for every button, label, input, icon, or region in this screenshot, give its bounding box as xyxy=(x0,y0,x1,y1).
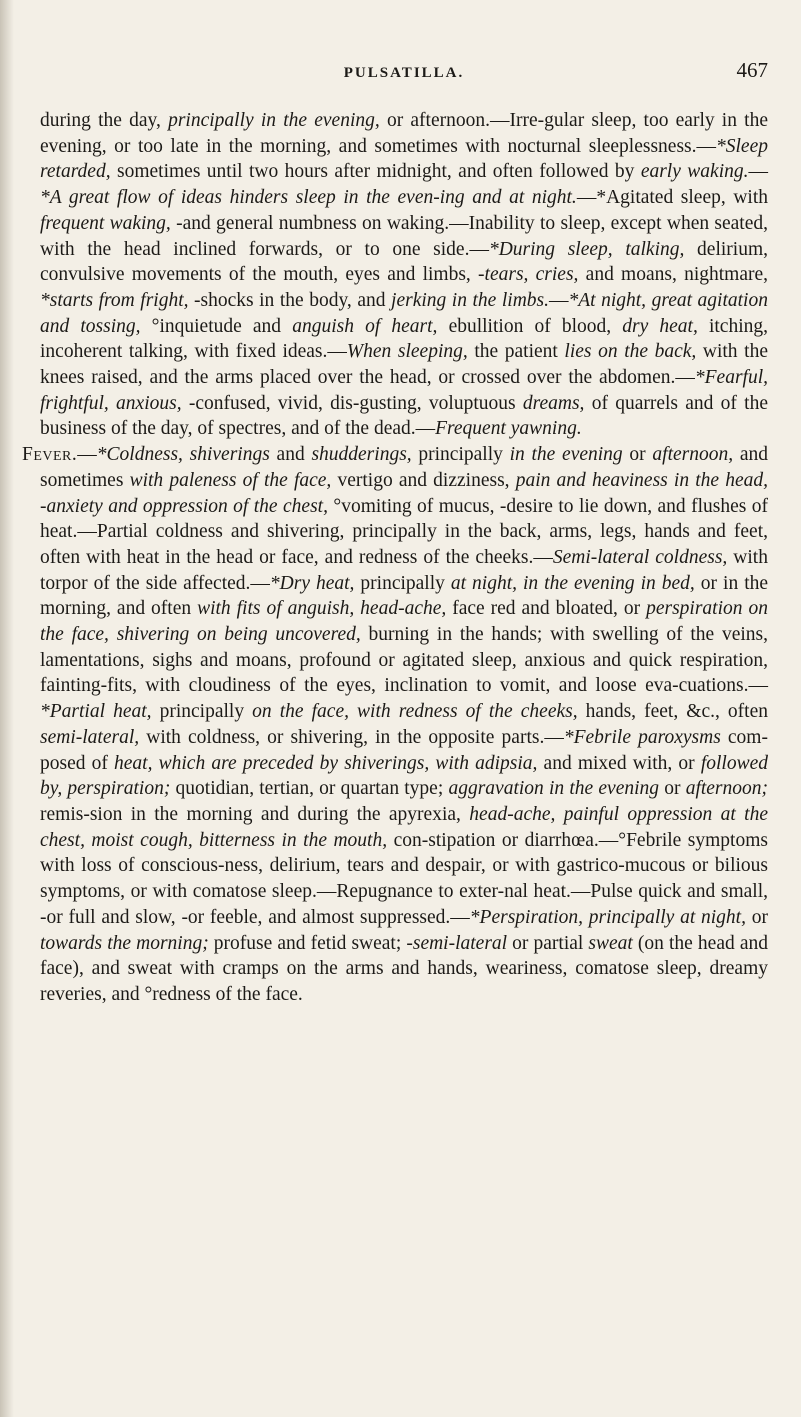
text-run: itching, incoherent talking, with fixed ideas.— xyxy=(40,315,768,363)
text-run: or partial xyxy=(507,932,589,954)
text-run: and mixed with, or xyxy=(537,752,701,774)
italic-run: with paleness of the face, xyxy=(129,469,332,491)
section-heading: Fever. xyxy=(22,444,78,466)
book-page xyxy=(22,58,769,1008)
text-run: with the knees raised, and the arms placed over the head, or crossed over the abdomen.— xyxy=(40,341,768,389)
italic-run: in the evening in bed, xyxy=(523,572,695,594)
italic-run: at night, xyxy=(450,572,518,594)
italic-run: heat, which are preceded by shiverings, with adipsia, xyxy=(114,752,538,774)
italic-run: principally in the evening, xyxy=(168,110,380,131)
text-run: the patient xyxy=(467,341,565,363)
text-run: principally xyxy=(151,701,253,723)
italic-run: ‑tears, cries, xyxy=(478,264,579,286)
text-run: during the day, xyxy=(40,110,169,131)
page-number: 467 xyxy=(736,58,768,82)
running-head xyxy=(40,58,768,88)
italic-run: Frequent yawning. xyxy=(435,418,582,440)
italic-run: *During sleep, talking, xyxy=(488,238,685,260)
italic-run: ‑semi-lateral xyxy=(406,932,508,954)
text-run: hands, feet, &c., often xyxy=(577,701,768,723)
italic-run: *Partial heat, xyxy=(40,701,152,723)
text-run: or xyxy=(659,778,686,800)
italic-run: anguish of heart, xyxy=(292,315,438,337)
italic-run: perspiration on the face, shivering on being uncovered, xyxy=(40,598,768,646)
text-run: vertigo and dizziness, xyxy=(331,469,516,491)
text-run: face red and bloated, or xyxy=(446,598,647,620)
text-run: or xyxy=(745,906,768,928)
text-run: ‑and general numbness on waking.—Inability to sleep, except when seated, with the head inclined forwards, or to one side.— xyxy=(40,212,769,260)
italic-run: dreams, xyxy=(522,392,585,414)
text-run: — xyxy=(748,161,768,183)
italic-run: semi-lateral, xyxy=(40,726,140,748)
text-run: or afternoon.—Irre-gular sleep, too early in the evening, or too late in the morning, and sometimes with nocturnal sleeplessness.— xyxy=(40,110,768,157)
italic-run: afternoon; xyxy=(685,778,769,800)
italic-run: Semi-lateral coldness, xyxy=(552,546,728,568)
italic-run: lies on the back, xyxy=(564,341,697,363)
text-run: ebullition of blood, xyxy=(437,315,623,337)
text-run: or in the morning, and often xyxy=(40,572,769,620)
text-run: delirium, convulsive movements of the mouth, eyes and limbs, xyxy=(40,238,768,286)
text-run: com-posed of xyxy=(40,726,768,774)
text-run: and xyxy=(269,444,312,466)
text-run: with torpor of the side affected.— xyxy=(40,546,768,594)
text-run: con-stipation or diarrhœa.—°Febrile symptoms with loss of conscious-ness, delirium, tears and despair, or with gastrico-mucous or bilious symptoms, or with comatose sleep.—Repugnance to exter-nal heat.—Pulse quick and small, ‑or full and slow, ‑or feeble, and almost suppressed.— xyxy=(40,829,768,928)
page-edge-shadow xyxy=(0,0,14,1417)
text-run: °vomiting of mucus, ‑desire to lie down, and flushes of heat.—Partial coldness and shivering, principally in the back, arms, legs, hands and feet, often with heat in the head or face, and redness of the cheeks.— xyxy=(40,495,769,568)
text-run: profuse and fetid sweat; xyxy=(208,932,407,954)
paragraph-fever xyxy=(22,442,769,1007)
italic-run: afternoon, xyxy=(652,444,734,466)
text-run: remis-sion in the morning and during the apyrexia, xyxy=(40,803,470,825)
text-run: or xyxy=(622,444,653,466)
italic-run: *starts from fright, xyxy=(40,289,189,311)
text-run: burning in the hands; with swelling of the veins, lamentations, sighs and moans, profound or agitated sleep, anxious and quick respiration, fainting-fits, with cloudiness of the eyes, inclination to vomit, and loose eva-cuations.— xyxy=(40,624,768,697)
italic-run: early waking. xyxy=(640,161,749,183)
body-text xyxy=(22,108,769,1008)
text-run: and sometimes xyxy=(40,444,769,491)
italic-run: sweat xyxy=(588,932,633,954)
text-run: (on the head and face), and sweat with cramps on the arms and hands, weariness, comatose sleep, dreamy reveries, and °redness of the face. xyxy=(40,932,768,1005)
italic-run: head-ache, painful oppression at the chest, moist cough, bitterness in the mouth, xyxy=(40,803,768,851)
italic-run: *A great flow of ideas hinders sleep in the even-ing and at night. xyxy=(40,187,577,209)
italic-run: shudderings, xyxy=(311,444,412,466)
text-run: principally xyxy=(411,444,510,466)
italic-run: When sleeping, xyxy=(346,341,468,363)
paragraph-sleep xyxy=(40,108,768,442)
text-run: ‑shocks in the body, and xyxy=(188,289,392,311)
text-run: — xyxy=(77,444,97,466)
text-run: with coldness, or shivering, in the opposite parts.— xyxy=(139,726,564,748)
text-run: sometimes until two hours after midnight, and often followed by xyxy=(110,161,641,183)
text-run: of quarrels and of the business of the day, of spectres, and of the dead.— xyxy=(40,392,768,440)
italic-run: towards the morning; xyxy=(40,932,209,954)
italic-run: *Fearful, frightful, anxious, xyxy=(40,367,768,414)
italic-run: *Perspiration, principally at night, xyxy=(469,906,746,928)
italic-run: *Coldness, shiverings xyxy=(96,444,270,466)
text-run: ‑confused, vivid, dis-gusting, voluptuous xyxy=(181,392,523,414)
italic-run: jerking in the limbs. xyxy=(391,289,549,311)
text-run: quotidian, tertian, or quartan type; xyxy=(170,778,449,800)
italic-run: dry heat, xyxy=(622,315,698,337)
italic-run: pain and heaviness in the head, ‑anxiety and oppression of the chest, xyxy=(40,469,768,517)
text-run: —*Agitated sleep, with xyxy=(576,187,768,209)
running-title: PULSATILLA. xyxy=(343,65,465,81)
italic-run: on the face, with redness of the cheeks, xyxy=(252,701,578,723)
italic-run: *Febrile paroxysms xyxy=(563,726,721,748)
text-run: principally xyxy=(354,572,451,594)
italic-run: frequent waking, xyxy=(40,212,171,234)
italic-run: with fits of anguish, head-ache, xyxy=(197,598,447,620)
italic-run: in the evening xyxy=(509,444,623,466)
text-run: and moans, nightmare, xyxy=(578,264,769,286)
italic-run: followed by, perspiration; xyxy=(40,752,768,800)
italic-run: aggravation in the evening xyxy=(448,778,660,800)
italic-run: *At night, great agitation and tossing, xyxy=(40,289,768,337)
text-run: °inquietude and xyxy=(140,315,293,337)
italic-run: *Dry heat, xyxy=(269,572,355,594)
italic-run: *Sleep retarded, xyxy=(40,135,768,183)
text-run: — xyxy=(548,289,569,311)
